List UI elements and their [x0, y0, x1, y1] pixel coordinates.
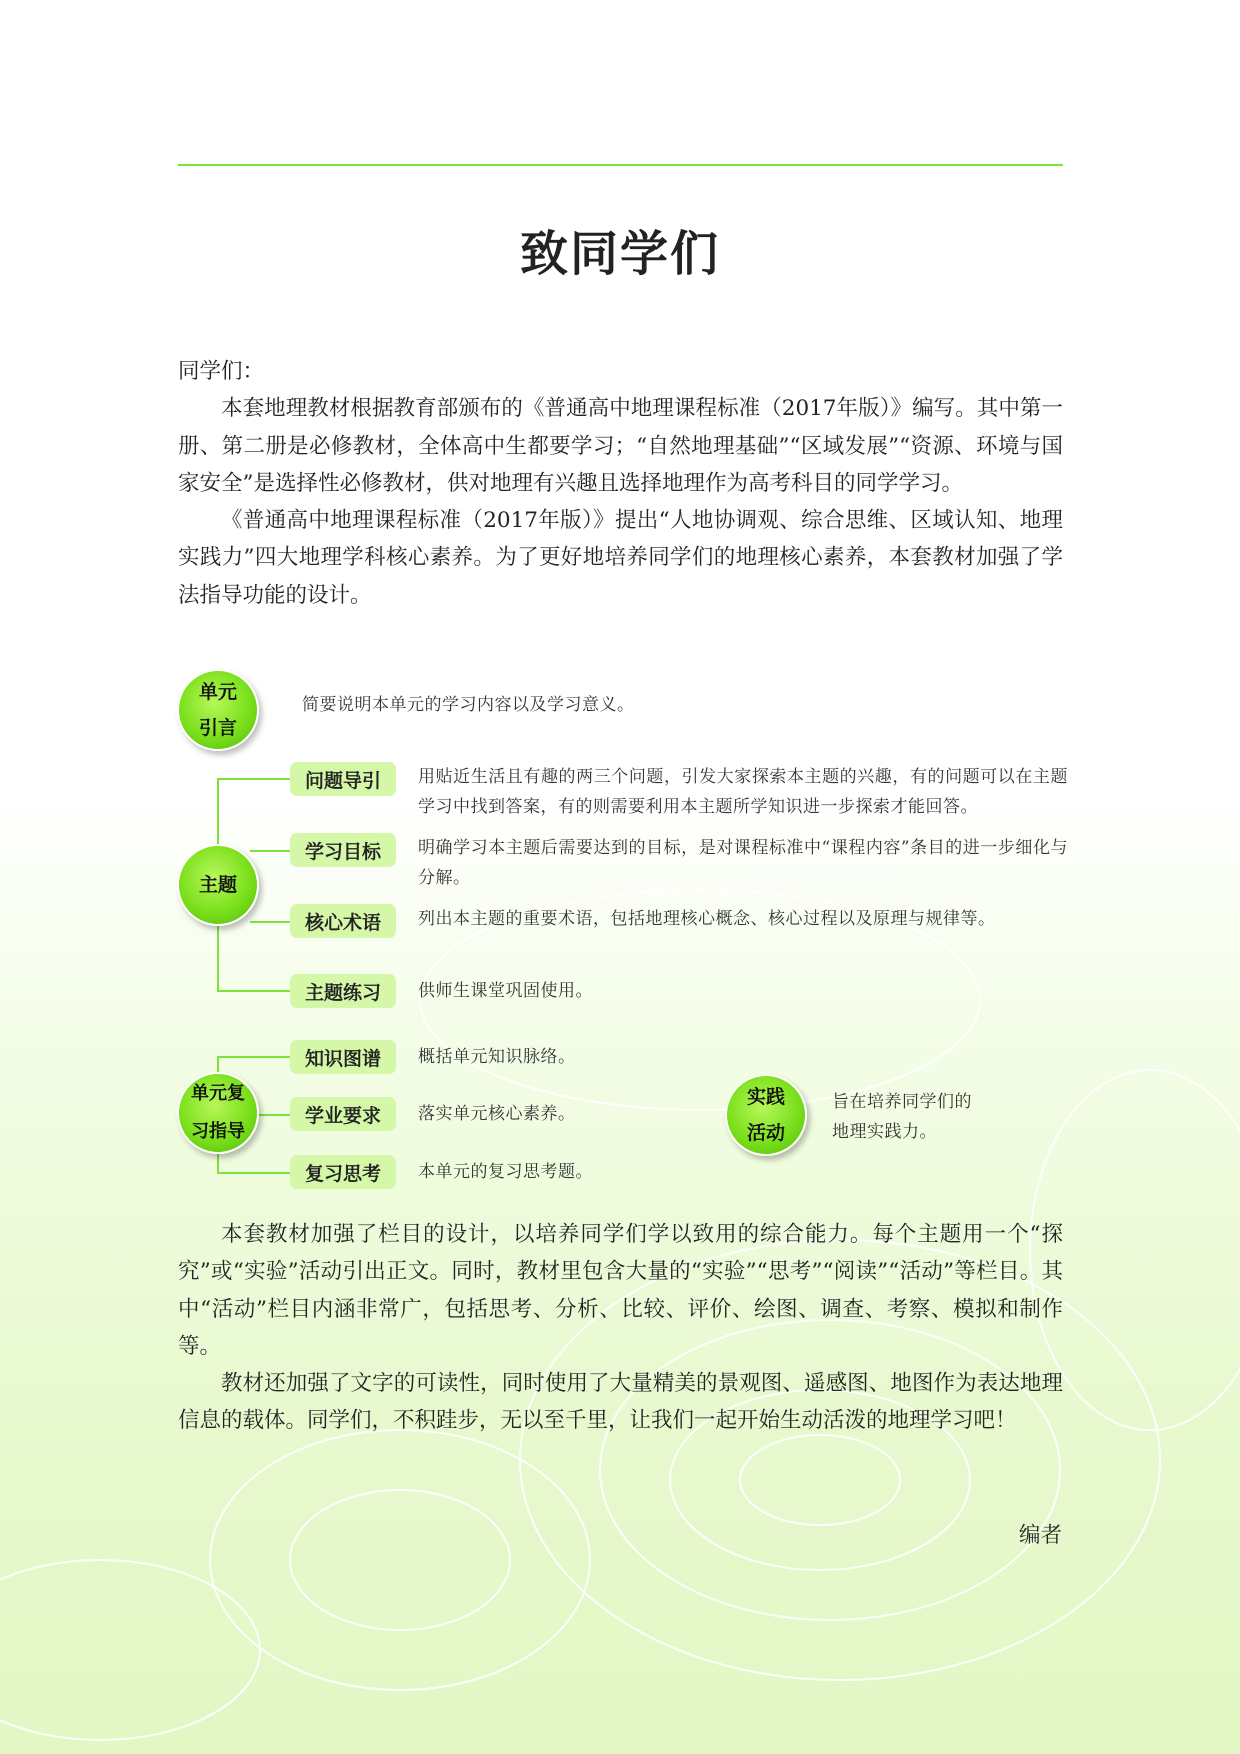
tag-academic-req: 学业要求 — [290, 1097, 396, 1131]
tag-knowledge-map: 知识图谱 — [290, 1040, 396, 1074]
paragraph: 《普通高中地理课程标准（2017年版）》提出“人地协调观、综合思维、区域认知、地理实践力”四大地理学科核心素养。为了更好地培养同学们的地理核心素养，本套教材加强了学法指导功能的设计。 — [178, 508, 1063, 608]
tag-desc: 用贴近生活且有趣的两三个问题，引发大家探索本主题的兴趣，有的问题可以在主题学习中找到答案，有的则需要利用本主题所学知识进一步探索才能回答。 — [418, 767, 1068, 817]
greeting: 同学们： — [178, 359, 265, 384]
tag-topic-exercise: 主题练习 — [290, 974, 396, 1008]
unit-intro-line1: 单元 — [198, 681, 237, 703]
closing-text — [178, 1216, 1063, 1440]
tag-question-guide: 问题导引 — [290, 762, 396, 796]
paragraph: 本套地理教材根据教育部颁布的《普通高中地理课程标准（2017年版）》编写。其中第一册、第二册是必修教材，全体高中生都要学习；“自然地理基础”“区域发展”“资源、环境与国家安全”是选择性必修教材，供对地理有兴趣且选择地理作为高考科目的同学学习。 — [178, 396, 1063, 496]
tag-desc: 明确学习本主题后需要达到的目标，是对课程标准中“课程内容”条目的进一步细化与分解。 — [418, 838, 1068, 888]
connector — [217, 1172, 291, 1174]
connector — [217, 778, 291, 780]
paragraph: 教材还加强了文字的可读性，同时使用了大量精美的景观图、遥感图、地图作为表达地理信息的载体。同学们，不积跬步，无以至千里，让我们一起开始生动活泼的地理学习吧！ — [178, 1371, 1063, 1434]
top-rule — [178, 164, 1063, 166]
practice-desc-line2: 地理实践力。 — [832, 1122, 937, 1142]
tag-desc: 落实单元核心素养。 — [418, 1104, 576, 1124]
unit-intro-line2: 引言 — [198, 717, 237, 739]
tag-desc: 本单元的复习思考题。 — [418, 1162, 593, 1182]
tag-desc: 列出本主题的重要术语，包括地理核心概念、核心过程以及原理与规律等。 — [418, 909, 996, 929]
signature: 编者 — [1018, 1523, 1062, 1548]
connector — [217, 990, 291, 992]
practice-desc — [832, 1087, 1052, 1147]
tag-desc: 概括单元知识脉络。 — [418, 1047, 576, 1067]
unit-review-line2: 习指导 — [191, 1121, 245, 1142]
unit-intro-desc: 简要说明本单元的学习内容以及学习意义。 — [302, 695, 635, 715]
practice-desc-line1: 旨在培养同学们的 — [832, 1092, 972, 1112]
connector — [250, 921, 291, 923]
tag-core-terms: 核心术语 — [290, 904, 396, 938]
topic-node: 主题 — [177, 844, 259, 926]
connector — [217, 1056, 291, 1058]
unit-review-line1: 单元复 — [191, 1083, 245, 1104]
page-title: 致同学们 — [519, 226, 720, 282]
practice-line2: 活动 — [746, 1122, 785, 1144]
connector — [250, 850, 291, 852]
unit-review-node — [177, 1072, 259, 1154]
practice-line1: 实践 — [746, 1086, 785, 1108]
practice-node — [725, 1074, 807, 1156]
tag-review-thinking: 复习思考 — [290, 1155, 396, 1189]
paragraph: 本套教材加强了栏目的设计，以培养同学们学以致用的综合能力。每个主题用一个“探究”或“实验”活动引出正文。同时，教材里包含大量的“实验”“思考”“阅读”“活动”等栏目。其中“活动”栏目内涵非常广，包括思考、分析、比较、评价、绘图、调查、考察、模拟和制作等。 — [178, 1222, 1063, 1359]
tag-learning-goals: 学习目标 — [290, 833, 396, 867]
tag-desc: 供师生课堂巩固使用。 — [418, 981, 593, 1001]
unit-intro-node — [177, 669, 259, 751]
intro-text — [178, 353, 1063, 614]
